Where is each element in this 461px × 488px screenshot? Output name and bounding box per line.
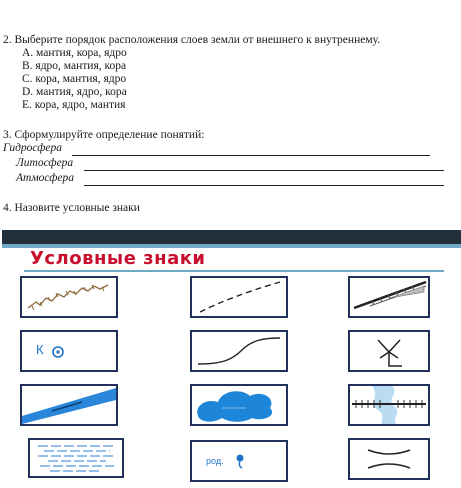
river-icon [20,384,118,426]
term-hydrosphere: Гидросфера [3,142,62,154]
symbols-title: Условные знаки [30,248,206,269]
option-b: B. ядро, мантия, кора [22,60,127,72]
pass-icon [348,438,430,480]
header-band [2,230,461,244]
option-c: C. кора, мантия, ядро [22,73,127,85]
railway-embankment-icon [348,276,430,318]
river-railway-bridge-icon [348,384,430,426]
option-d: D. мантия, ядро, кора [22,86,127,98]
option-e: E. кора, ядро, мантия [22,99,126,111]
swamp-icon [28,438,124,478]
question-3-text: 3. Сформулируйте определение понятий: [3,129,205,141]
cliff-icon [20,276,118,318]
lake-icon [190,384,288,426]
spring-icon [190,440,288,482]
title-rule [24,270,444,272]
question-4-text: 4. Назовите условные знаки [3,202,140,214]
term-atmosphere: Атмосфера [16,172,75,184]
term-lithosphere: Литосфера [16,157,74,169]
map-symbols-image [2,230,461,488]
answer-line-atmosphere[interactable] [84,185,444,186]
trail-icon [190,276,288,318]
road-curve-icon [190,330,288,372]
answer-line-hydrosphere[interactable] [72,155,430,156]
question-2-text: 2. Выберите порядок расположения слоев земли от внешнего к внутреннему. [3,34,381,46]
windmill-icon [348,330,430,372]
spring-label: род. [206,456,224,466]
well-marker-label: К [36,342,44,357]
option-a: A. мантия, кора, ядро [22,47,127,59]
well-icon [20,330,118,372]
answer-line-lithosphere[interactable] [84,170,444,171]
